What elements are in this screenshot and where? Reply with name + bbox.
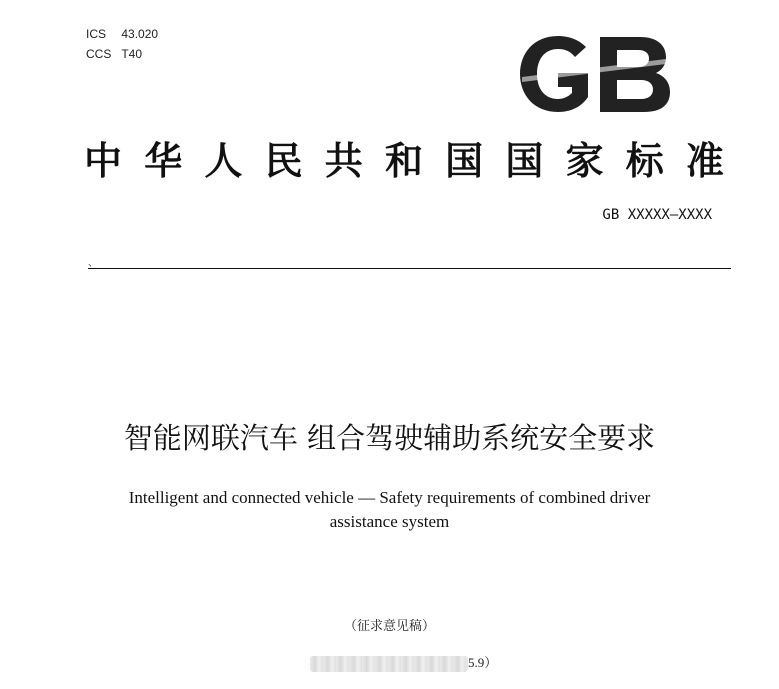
ics-label: ICS <box>86 27 107 41</box>
header-divider <box>88 268 731 269</box>
standard-name-char: 中 <box>84 139 123 183</box>
ccs-code-row <box>86 44 158 64</box>
standard-name-char: 共 <box>324 139 363 183</box>
classification-codes <box>86 24 158 64</box>
title-en-line-1: Intelligent and connected vehicle — Safety requirements of combined driver <box>128 488 651 507</box>
date-obscured-region <box>310 656 468 672</box>
standard-number: GB XXXXX—XXXX <box>602 207 712 223</box>
ccs-label: CCS <box>86 47 112 61</box>
document-title-cn: 智能网联汽车 组合驾驶辅助系统安全要求 <box>123 421 656 455</box>
date-visible-tail: 5.9） <box>468 655 498 670</box>
ics-code-row <box>86 24 158 44</box>
release-date <box>310 652 510 674</box>
title-en-line-2: assistance system <box>329 512 450 531</box>
stray-mark: 、 <box>88 258 98 269</box>
standard-name-char: 家 <box>565 139 604 183</box>
standard-name-char: 人 <box>204 139 243 183</box>
standard-name-char: 华 <box>144 139 183 183</box>
standard-name-char: 国 <box>445 139 484 183</box>
standard-name-char: 准 <box>685 139 724 183</box>
standard-name-char: 标 <box>625 139 664 183</box>
gb-logo-mark <box>520 36 670 112</box>
ics-value: 43.020 <box>121 27 159 41</box>
standard-name-char: 民 <box>264 139 303 183</box>
gb-logo <box>516 33 674 115</box>
standard-name-char: 和 <box>384 139 423 183</box>
draft-status-label: （征求意见稿） <box>343 619 435 634</box>
standard-name-char: 国 <box>505 139 544 183</box>
ccs-value: T40 <box>121 47 143 61</box>
standard-category-title <box>84 138 724 184</box>
document-title-en <box>0 486 779 534</box>
